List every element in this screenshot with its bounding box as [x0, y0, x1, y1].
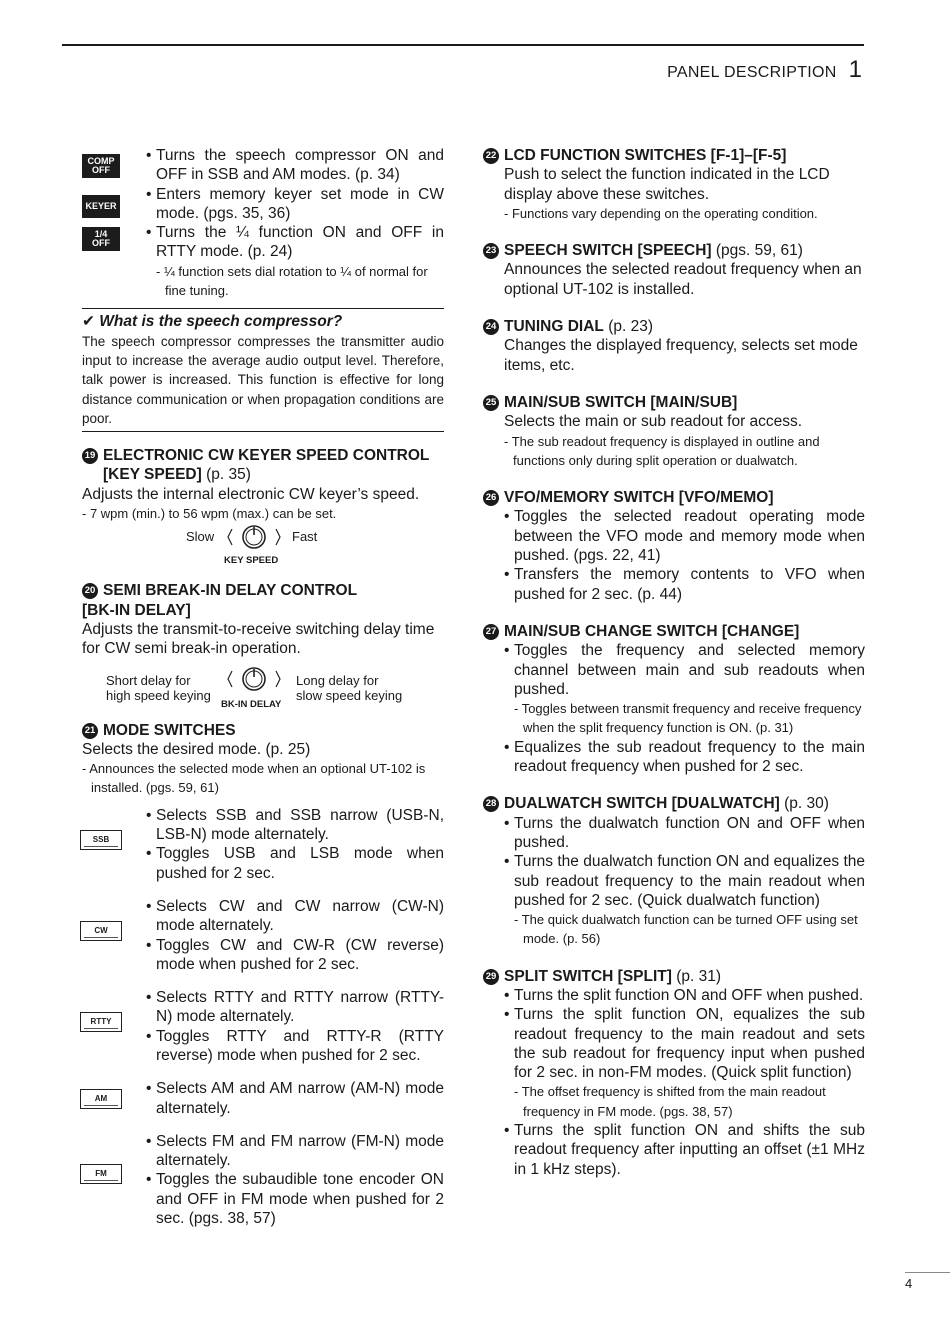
badge-19-icon: 19: [82, 448, 98, 464]
section-29: [483, 967, 865, 986]
s27-bullet-1: • Toggles the frequency and selected memory channel between main and sub readouts when pushed.: [504, 641, 865, 699]
badge-25-icon: 25: [483, 395, 499, 411]
cw-bullet-1: • Selects CW and CW narrow (CW-N) mode alternately.: [146, 897, 444, 936]
s26-bullet-2: • Transfers the memory contents to VFO when pushed for 2 sec. (p. 44): [504, 565, 865, 604]
left-column: [82, 146, 444, 1228]
page-number: 4: [905, 1276, 913, 1291]
bk-in-delay-dial-figure: [82, 663, 444, 711]
am-key-icon: AM: [80, 1089, 122, 1109]
mode-cw-row: [82, 897, 444, 974]
s28-bullet-2: • Turns the dualwatch function ON and equalizes the sub readout frequency to the main readout when pushed for 2 sec. (Quick dualwatch function): [504, 852, 865, 910]
rtty-bullet-1: • Selects RTTY and RTTY narrow (RTTY-N) mode alternately.: [146, 988, 444, 1027]
mode-am-row: [82, 1079, 444, 1118]
s24-title: TUNING DIAL: [504, 318, 604, 336]
mode-rtty-row: [82, 988, 444, 1065]
s28-sub: - The quick dualwatch function can be turned OFF using set mode. (p. 56): [514, 912, 858, 947]
s29-page: (p. 31): [671, 967, 722, 985]
s22-body: Push to select the function indicated in the LCD display above these switches.: [504, 166, 830, 203]
section-19: [82, 446, 444, 485]
s23-title: SPEECH SWITCH [SPEECH]: [504, 242, 712, 260]
badge-22-icon: 22: [483, 148, 499, 164]
section-21: [82, 721, 444, 740]
note-title: ✔ What is the speech compressor?: [82, 313, 343, 331]
s29-bullet-1: • Turns the split function ON and OFF when pushed.: [504, 986, 865, 1005]
quarter-bullet: • Turns the ¼ function ON and OFF in RTTY mode. (p. 24): [146, 223, 444, 262]
s21-title: MODE SWITCHES: [103, 721, 236, 739]
key-speed-knob-icon: [224, 523, 284, 551]
s20-title-1: SEMI BREAK-IN DELAY CONTROL: [103, 582, 358, 600]
speech-compressor-note: [82, 308, 444, 432]
ssb-bullet-1: • Selects SSB and SSB narrow (USB-N, LSB-N) mode alternately.: [146, 806, 444, 845]
s25-sub: - The sub readout frequency is displayed in outline and functions only during split operation or dualwatch.: [504, 433, 820, 468]
fm-bullet-1: • Selects FM and FM narrow (FM-N) mode alternately.: [146, 1132, 444, 1171]
s29-title: SPLIT SWITCH [SPLIT]: [504, 967, 672, 985]
bk-in-delay-caption: BK-IN DELAY: [221, 698, 282, 710]
section-20: [82, 581, 444, 600]
badge-21-icon: 21: [82, 723, 98, 739]
s22-title: LCD FUNCTION SWITCHES [F-1]–[F-5]: [504, 147, 787, 164]
s26-title: VFO/MEMORY SWITCH [VFO/MEMO]: [504, 489, 774, 507]
section-25: [483, 393, 865, 412]
keyer-key-row: [82, 185, 444, 224]
s20-body: Adjusts the transmit-to-receive switching delay time for CW semi break-in operation.: [82, 620, 435, 658]
am-bullet-1: • Selects AM and AM narrow (AM-N) mode alternately.: [146, 1079, 444, 1118]
s19-body: Adjusts the internal electronic CW keyer’s speed.: [82, 485, 420, 503]
section-23: [483, 241, 865, 260]
s29-bullet-2: • Turns the split function ON, equalizes the sub readout frequency to the main readout and sets the sub readout for frequency input when pushed for 2 sec. in non-FM modes. (Quick split function): [504, 1005, 865, 1082]
note-body: The speech compressor compresses the transmitter audio input to increase the average audio output level. Therefore, talk power is increased. This function is effective for long distance communication or when propagation conditions are poor.: [82, 333, 444, 426]
comp-key-row: [82, 146, 444, 185]
s27-title: MAIN/SUB CHANGE SWITCH [CHANGE]: [504, 622, 800, 640]
key-speed-dial-figure: [82, 523, 444, 567]
s26-bullet-1: • Toggles the selected readout operating mode between the VFO mode and memory mode when pushed. (pgs. 22, 41): [504, 507, 865, 565]
top-rule: [62, 44, 864, 46]
s19-title: ELECTRONIC CW KEYER SPEED CONTROL [KEY SPEED]: [103, 447, 430, 484]
badge-23-icon: 23: [483, 243, 499, 259]
right-column: [483, 146, 865, 1179]
section-24: [483, 317, 865, 336]
ssb-key-icon: SSB: [80, 830, 122, 850]
mode-fm-row: [82, 1132, 444, 1228]
badge-27-icon: 27: [483, 624, 499, 640]
keyer-key-icon: KEYER: [82, 195, 120, 218]
s20-title-2: [BK-IN DELAY]: [82, 601, 191, 619]
quarter-off-key-icon: 1/4 OFF: [82, 227, 120, 251]
key-speed-fast-label: Fast: [292, 529, 318, 545]
s27-sub: - Toggles between transmit frequency and receive frequency when the split frequency function is ON. (p. 31): [514, 701, 862, 736]
cw-key-icon: CW: [80, 921, 122, 941]
s29-bullet-3: • Turns the split function ON and shifts the sub readout frequency after inputting an offset (±1 MHz in 1 kHz steps).: [504, 1121, 865, 1179]
fm-bullet-2: • Toggles the subaudible tone encoder ON and OFF in FM mode when pushed for 2 sec. (pgs. 38, 57): [146, 1170, 444, 1228]
bk-in-right-label-1: Long delay for: [296, 672, 379, 688]
page-header: [667, 56, 862, 84]
badge-26-icon: 26: [483, 490, 499, 506]
s19-sub: - 7 wpm (min.) to 56 wpm (max.) can be set.: [82, 506, 337, 522]
badge-29-icon: 29: [483, 969, 499, 985]
s27-bullet-2: • Equalizes the sub readout frequency to the main readout frequency when pushed for 2 sec.: [504, 738, 865, 777]
s22-sub: - Functions vary depending on the operating condition.: [504, 205, 818, 221]
s21-body: Selects the desired mode. (p. 25): [82, 740, 311, 758]
s23-page: (pgs. 59, 61): [711, 242, 803, 260]
ssb-bullet-2: • Toggles USB and LSB mode when pushed for 2 sec.: [146, 844, 444, 883]
key-speed-caption: KEY SPEED: [224, 555, 279, 567]
s21-sub: - Announces the selected mode when an optional UT-102 is installed. (pgs. 59, 61): [82, 761, 426, 796]
section-22: [483, 146, 865, 165]
s24-body: Changes the displayed frequency, selects set mode items, etc.: [504, 337, 858, 374]
s25-body: Selects the main or sub readout for access.: [504, 413, 803, 431]
quarter-note: - ¼ function sets dial rotation to ¼ of normal for fine tuning.: [156, 263, 428, 299]
section-title: PANEL DESCRIPTION: [667, 64, 837, 81]
bk-in-left-label-2: high speed keying: [106, 687, 211, 703]
s28-title: DUALWATCH SWITCH [DUALWATCH]: [504, 795, 780, 813]
s19-page: (p. 35): [201, 466, 251, 484]
s28-bullet-1: • Turns the dualwatch function ON and OFF when pushed.: [504, 814, 865, 853]
mode-ssb-row: [82, 806, 444, 883]
bk-in-right-label-2: slow speed keying: [296, 687, 403, 703]
page-number-rule: [905, 1272, 950, 1273]
s24-page: (p. 23): [603, 318, 653, 336]
comp-off-key-icon: COMP OFF: [82, 154, 120, 178]
s25-title: MAIN/SUB SWITCH [MAIN/SUB]: [504, 393, 738, 411]
section-26: [483, 488, 865, 507]
comp-bullet: • Turns the speech compressor ON and OFF in SSB and AM modes. (p. 34): [146, 146, 444, 185]
badge-28-icon: 28: [483, 796, 499, 812]
bk-in-left-label-1: Short delay for: [106, 672, 191, 688]
section-28: [483, 794, 865, 813]
section-number: 1: [848, 56, 862, 83]
fm-key-icon: FM: [80, 1164, 122, 1184]
badge-24-icon: 24: [483, 319, 499, 335]
rtty-bullet-2: • Toggles RTTY and RTTY-R (RTTY reverse) mode when pushed for 2 sec.: [146, 1027, 444, 1066]
s29-sub: - The offset frequency is shifted from the main readout frequency in FM mode. (pgs. 38, 57): [514, 1084, 826, 1119]
quarter-key-row: [82, 223, 444, 300]
s28-page: (p. 30): [779, 795, 829, 813]
section-27: [483, 622, 865, 641]
key-speed-slow-label: Slow: [186, 529, 215, 545]
keyer-bullet: • Enters memory keyer set mode in CW mode. (pgs. 35, 36): [146, 185, 444, 224]
cw-bullet-2: • Toggles CW and CW-R (CW reverse) mode when pushed for 2 sec.: [146, 936, 444, 975]
badge-20-icon: 20: [82, 583, 98, 599]
rtty-key-icon: RTTY: [80, 1012, 122, 1032]
s23-body: Announces the selected readout frequency when an optional UT-102 is installed.: [504, 261, 862, 298]
bk-in-delay-knob-icon: [224, 665, 284, 693]
